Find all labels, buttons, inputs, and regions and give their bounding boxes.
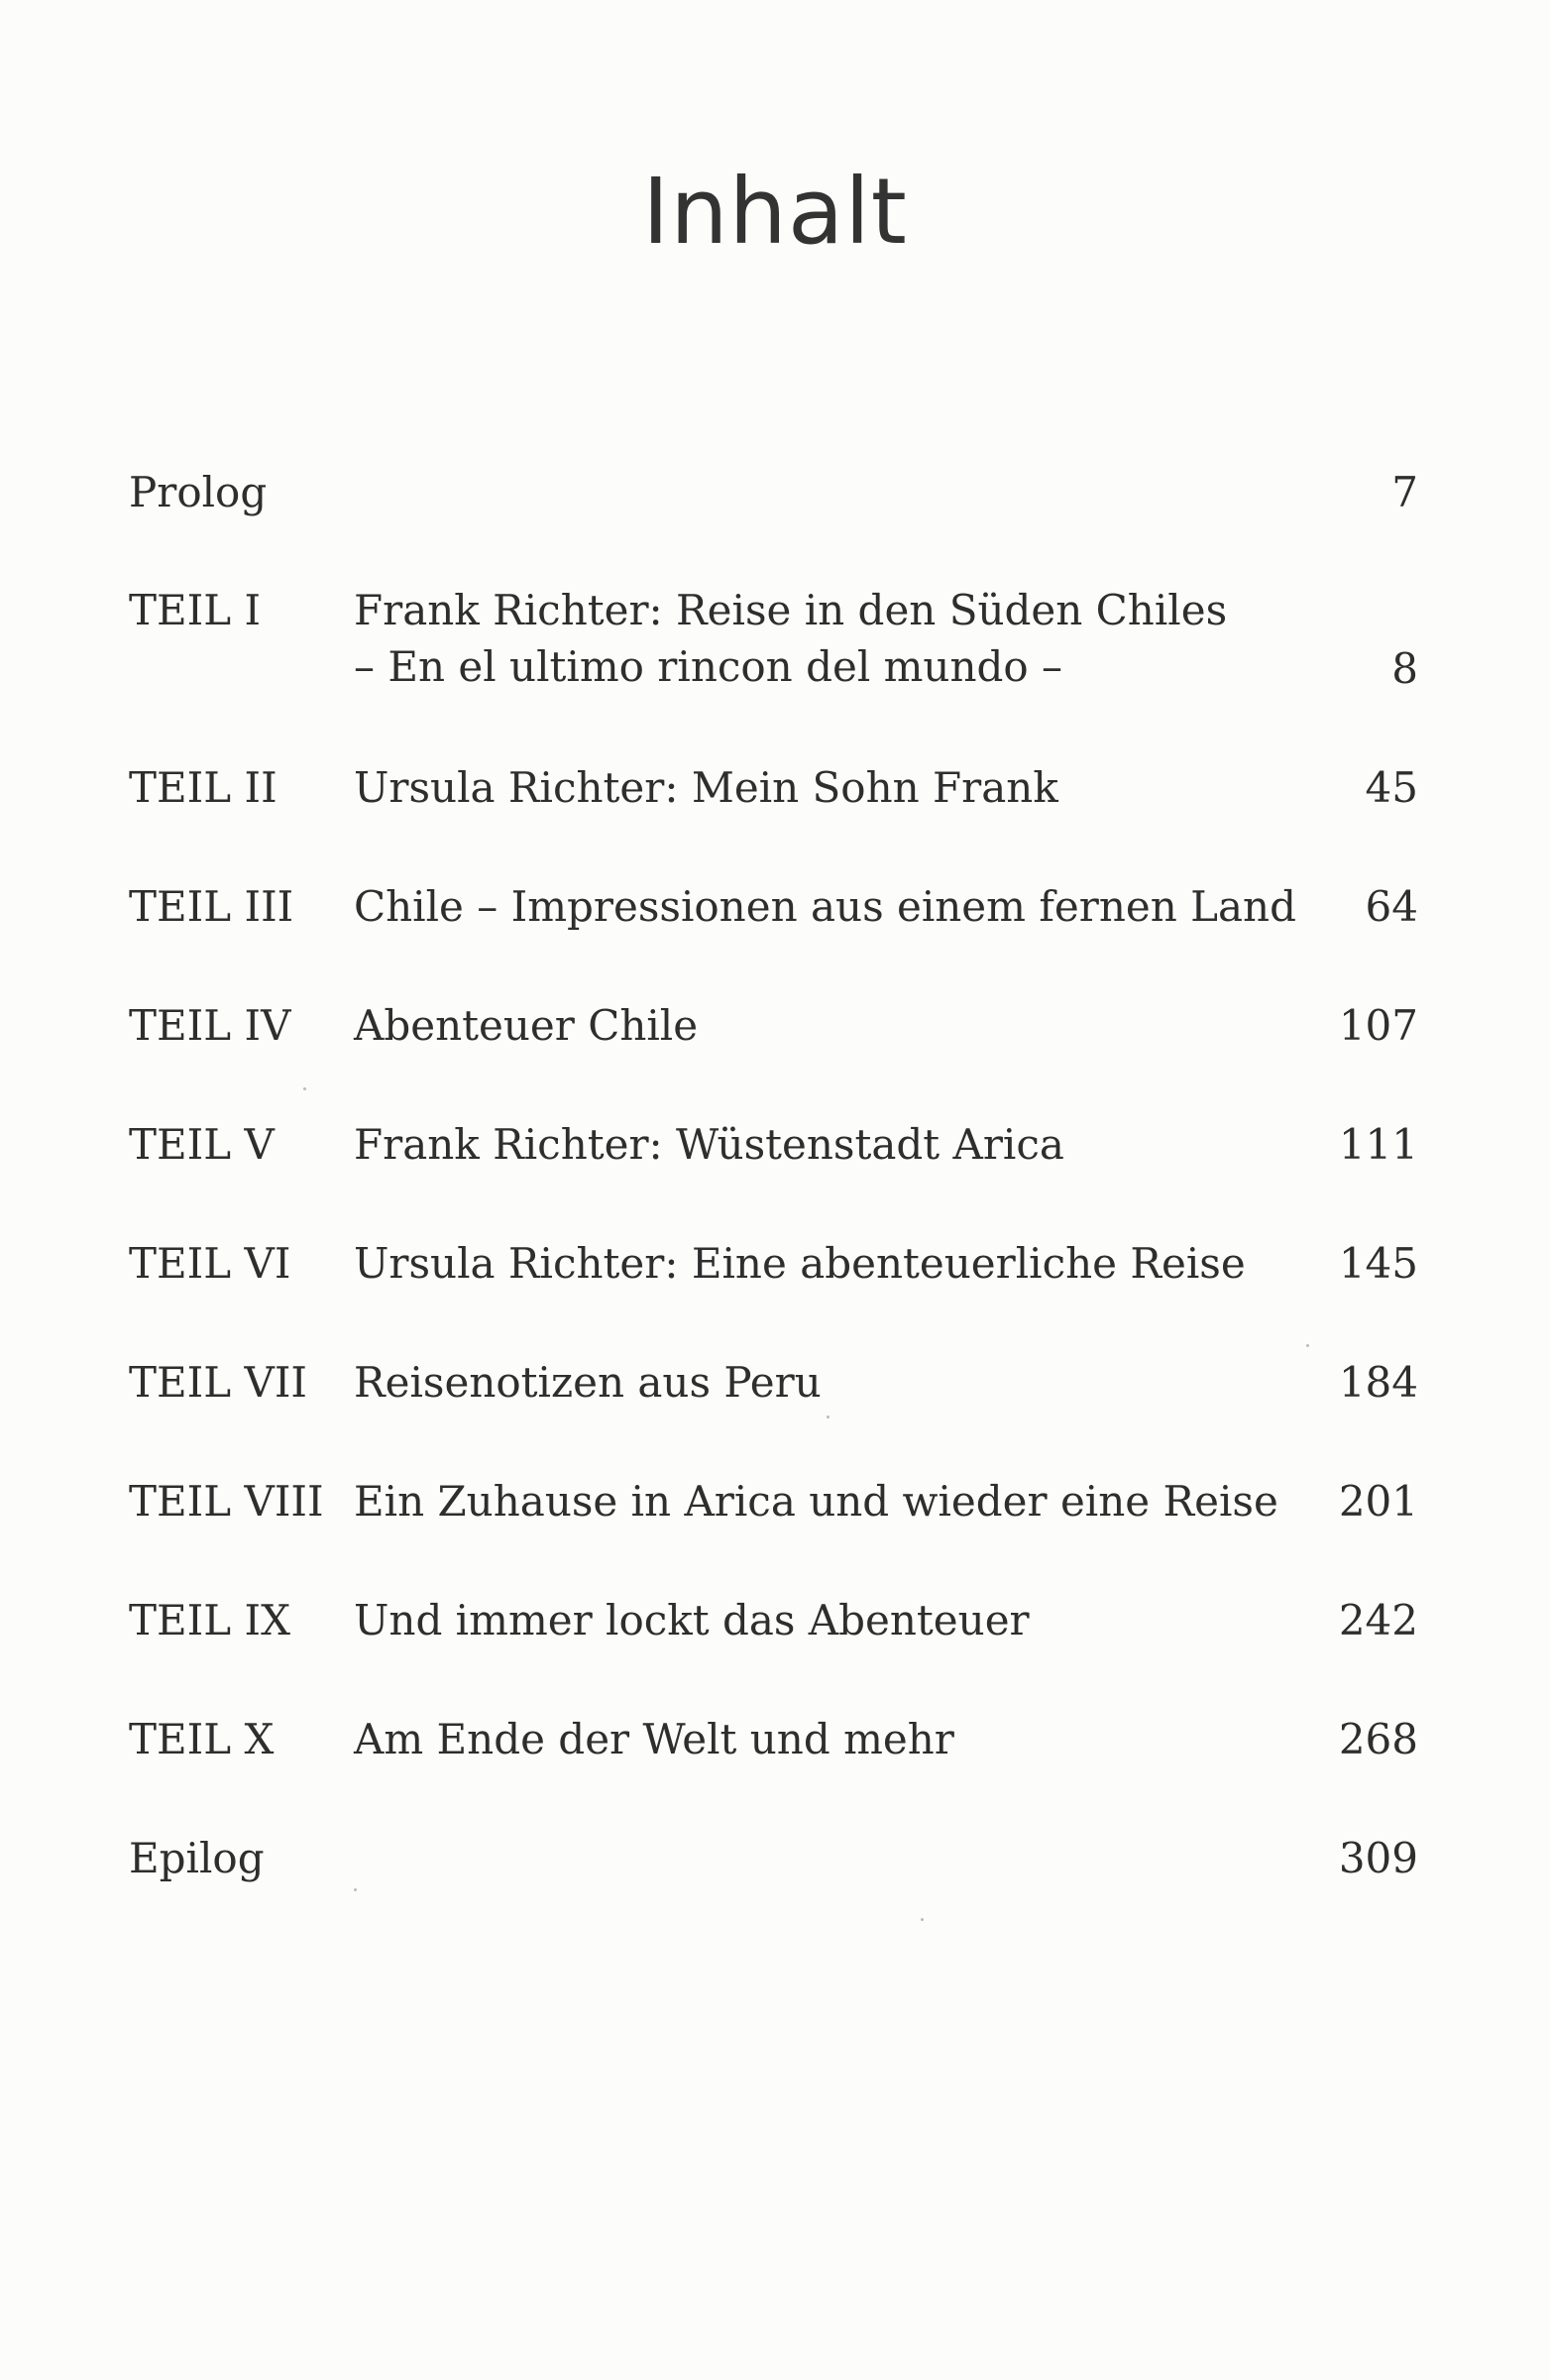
toc-title: Ein Zuhause in Arica und wieder eine Reise xyxy=(354,1477,1278,1526)
toc-page-number: 64 xyxy=(1365,882,1418,931)
toc-title-line-1: Frank Richter: Reise in den Süden Chiles xyxy=(354,586,1228,634)
toc-label: Prolog xyxy=(129,468,268,516)
toc-page-number: 7 xyxy=(1391,468,1418,516)
toc-page-number: 201 xyxy=(1338,1477,1418,1526)
paper-speck xyxy=(354,1888,357,1891)
toc-label: TEIL VIII xyxy=(129,1477,324,1526)
toc-label: TEIL II xyxy=(129,763,277,812)
toc-title-line-2: – En el ultimo rincon del mundo – xyxy=(354,642,1063,691)
toc-label: TEIL X xyxy=(129,1715,275,1763)
toc-page-number: 145 xyxy=(1338,1239,1418,1288)
paper-speck xyxy=(1306,1344,1309,1347)
toc-label: Epilog xyxy=(129,1834,265,1882)
paper-speck xyxy=(303,1087,306,1090)
paper-speck xyxy=(921,1918,924,1921)
toc-page-number: 45 xyxy=(1365,763,1418,812)
toc-title: Und immer lockt das Abenteuer xyxy=(354,1596,1030,1644)
toc-title: Abenteuer Chile xyxy=(354,1001,699,1050)
toc-page-number: 242 xyxy=(1338,1596,1418,1644)
toc-title: Frank Richter: Wüstenstadt Arica xyxy=(354,1120,1064,1169)
toc-page-number: 309 xyxy=(1338,1834,1418,1882)
toc-title: Reisenotizen aus Peru xyxy=(354,1358,822,1407)
toc-label: TEIL IV xyxy=(129,1001,291,1050)
toc-label: TEIL IX xyxy=(129,1596,290,1644)
toc-label: TEIL VII xyxy=(129,1358,308,1407)
toc-label: TEIL III xyxy=(129,882,294,931)
toc-page-number: 111 xyxy=(1338,1120,1418,1169)
toc-label: TEIL VI xyxy=(129,1239,291,1288)
paper-speck xyxy=(827,1416,830,1418)
page-title: Inhalt xyxy=(642,159,908,265)
toc-title: Ursula Richter: Eine abenteuerliche Reise xyxy=(354,1239,1246,1288)
toc-page-number: 8 xyxy=(1391,644,1418,693)
toc-title: Ursula Richter: Mein Sohn Frank xyxy=(354,763,1058,812)
toc-label: TEIL V xyxy=(129,1120,275,1169)
toc-title: Am Ende der Welt und mehr xyxy=(354,1715,954,1763)
toc-title xyxy=(354,586,1227,691)
toc-label: TEIL I xyxy=(129,586,262,634)
toc-page-number: 107 xyxy=(1338,1001,1418,1050)
toc-title: Chile – Impressionen aus einem fernen Land xyxy=(354,882,1296,931)
toc-page-number: 184 xyxy=(1338,1358,1418,1407)
toc-page-number: 268 xyxy=(1338,1715,1418,1763)
